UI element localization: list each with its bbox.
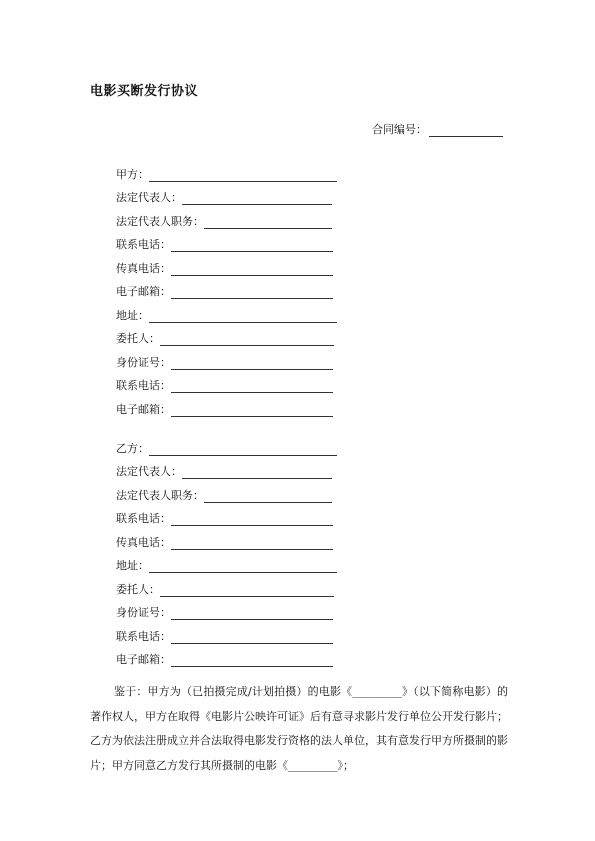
field-blank (171, 538, 333, 550)
field-blank (160, 585, 334, 597)
field-blank (171, 608, 333, 620)
field-blank (182, 193, 332, 205)
contract-number-blank (429, 124, 503, 137)
party-b-section (116, 432, 337, 667)
party-a-field (116, 299, 337, 323)
contract-number-label: 合同编号： (372, 123, 427, 136)
party-a-field (116, 229, 337, 253)
field-blank (171, 381, 333, 393)
recital-text-1: 鉴于：甲方为（已拍摄完成/计划拍摄）的电影《 (114, 685, 353, 698)
recital-text-2: 》（以下简称电影）的著作权人，甲方在取得《电影片公映许可证》后有意寻求影片发行单位公开发行影片；乙方为依法注册成立并合法取得电影发行资格的法人单位，其有意发行甲方所摄制的影片；甲方同意乙方发行其所摄制的电影《 (90, 685, 508, 772)
field-blank (171, 632, 333, 644)
field-label: 传真电话： (116, 261, 171, 275)
field-label: 委托人： (116, 582, 160, 596)
party-b-field (116, 432, 337, 456)
party-a-field (116, 370, 337, 394)
field-blank (171, 358, 333, 370)
field-blank (204, 491, 332, 503)
party-b-field (116, 573, 337, 597)
party-a-section (116, 158, 337, 417)
field-label: 法定代表人： (116, 465, 182, 478)
party-b-field (116, 503, 337, 527)
field-label: 法定代表人职务： (116, 488, 204, 502)
field-blank (171, 655, 333, 667)
field-label: 法定代表人职务： (116, 214, 204, 228)
field-blank (160, 334, 334, 346)
party-b-field (116, 526, 337, 550)
field-label: 电子邮箱： (116, 402, 171, 416)
field-label: 传真电话： (116, 535, 171, 549)
film-title-blank-1: _________ (352, 685, 402, 698)
field-blank (182, 467, 332, 479)
field-label: 电子邮箱： (116, 653, 171, 666)
party-b-field (116, 550, 337, 574)
field-blank (149, 311, 337, 323)
party-b-field (116, 479, 337, 503)
field-blank (171, 264, 333, 276)
field-label: 地址： (116, 559, 149, 572)
party-a-field (116, 323, 337, 347)
party-b-field (116, 597, 337, 621)
field-blank (171, 287, 333, 299)
party-a-field (116, 158, 337, 182)
field-blank (149, 444, 337, 456)
field-label: 联系电话： (116, 512, 171, 525)
field-blank (171, 514, 333, 526)
field-blank (149, 170, 337, 182)
field-label: 乙方： (116, 441, 149, 455)
field-label: 身份证号： (116, 606, 171, 619)
field-label: 电子邮箱： (116, 285, 171, 298)
party-b-field (116, 456, 337, 480)
field-label: 联系电话： (116, 238, 171, 251)
document-title: 电影买断发行协议 (90, 84, 199, 99)
field-blank (171, 240, 333, 252)
party-a-field (116, 393, 337, 417)
film-title-blank-2: _________ (288, 758, 338, 772)
party-a-field (116, 205, 337, 229)
recital-paragraph (90, 680, 508, 778)
party-a-field (116, 182, 337, 206)
party-a-field (116, 276, 337, 300)
field-blank (171, 405, 333, 417)
field-label: 法定代表人： (116, 191, 182, 204)
field-label: 委托人： (116, 332, 160, 345)
party-b-field (116, 644, 337, 668)
party-a-field (116, 252, 337, 276)
field-blank (204, 217, 332, 229)
field-label: 身份证号： (116, 355, 171, 369)
field-label: 甲方： (116, 167, 149, 181)
recital-text-3: 》； (337, 758, 354, 772)
field-label: 地址： (116, 308, 149, 322)
party-b-field (116, 620, 337, 644)
party-a-field (116, 346, 337, 370)
contract-number (372, 121, 503, 137)
field-blank (149, 561, 337, 573)
field-label: 联系电话： (116, 379, 171, 392)
field-label: 联系电话： (116, 629, 171, 643)
